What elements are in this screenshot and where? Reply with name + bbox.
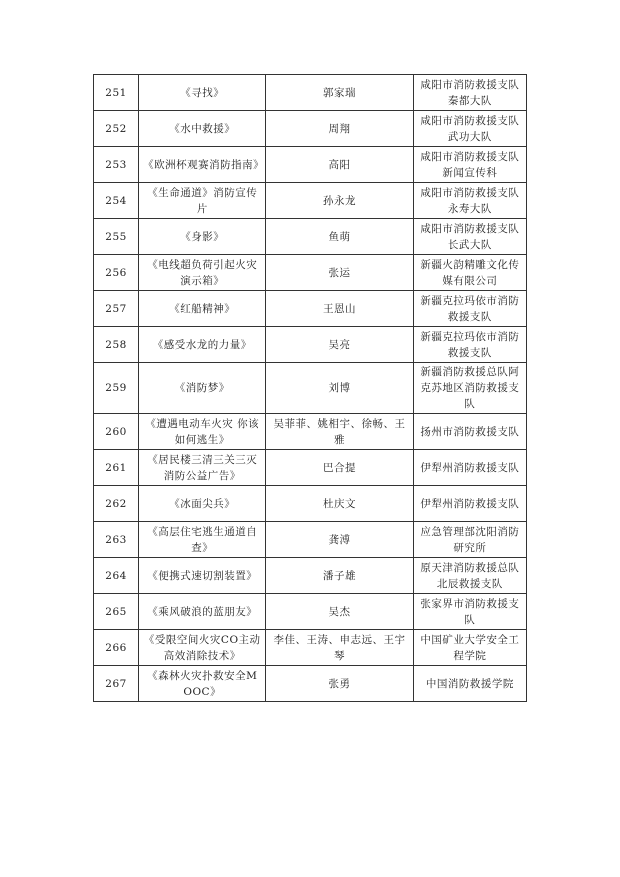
table-row [94,450,527,486]
row-number: 260 [94,414,139,450]
row-number: 256 [94,255,139,291]
row-number: 264 [94,558,139,594]
row-number: 251 [94,75,139,111]
author-name: 孙永龙 [266,183,413,219]
table-row [94,75,527,111]
unit-name: 伊犁州消防救援支队 [413,486,526,522]
work-title: 《电线超负荷引起火灾演示箱》 [139,255,266,291]
table-row [94,183,527,219]
unit-name: 原天津消防救援总队北辰救援支队 [413,558,526,594]
row-number: 267 [94,666,139,702]
author-name: 周翔 [266,111,413,147]
row-number: 265 [94,594,139,630]
row-number: 262 [94,486,139,522]
author-name: 龚溥 [266,522,413,558]
work-title: 《冰面尖兵》 [139,486,266,522]
row-number: 255 [94,219,139,255]
table-row [94,363,527,414]
unit-name: 新疆克拉玛依市消防救援支队 [413,291,526,327]
table-row [94,558,527,594]
work-title: 《乘风破浪的蓝朋友》 [139,594,266,630]
author-name: 郭家瑞 [266,75,413,111]
table-row [94,486,527,522]
unit-name: 咸阳市消防救援支队永寿大队 [413,183,526,219]
unit-name: 中国矿业大学安全工程学院 [413,630,526,666]
unit-name: 新疆克拉玛依市消防救援支队 [413,327,526,363]
author-name: 张勇 [266,666,413,702]
table-row [94,255,527,291]
unit-name: 咸阳市消防救援支队武功大队 [413,111,526,147]
row-number: 257 [94,291,139,327]
table-row [94,522,527,558]
row-number: 261 [94,450,139,486]
table-row [94,147,527,183]
work-title: 《受限空间火灾CO主动高效消除技术》 [139,630,266,666]
work-title: 《居民楼三清三关三灭消防公益广告》 [139,450,266,486]
table-row [94,219,527,255]
work-title: 《感受水龙的力量》 [139,327,266,363]
row-number: 253 [94,147,139,183]
work-title: 《高层住宅逃生通道自查》 [139,522,266,558]
author-name: 巴合提 [266,450,413,486]
unit-name: 伊犁州消防救援支队 [413,450,526,486]
award-list-table [93,74,527,702]
author-name: 鱼萌 [266,219,413,255]
author-name: 李佳、王涛、申志远、王宇琴 [266,630,413,666]
author-name: 杜庆文 [266,486,413,522]
table-row [94,291,527,327]
row-number: 254 [94,183,139,219]
work-title: 《身影》 [139,219,266,255]
unit-name: 新疆火韵精雕文化传媒有限公司 [413,255,526,291]
unit-name: 应急管理部沈阳消防研究所 [413,522,526,558]
table-row [94,630,527,666]
row-number: 266 [94,630,139,666]
author-name: 潘子雄 [266,558,413,594]
work-title: 《欧洲杯观赛消防指南》 [139,147,266,183]
table-row [94,414,527,450]
author-name: 吴菲菲、姚相宇、徐畅、王雅 [266,414,413,450]
author-name: 王恩山 [266,291,413,327]
work-title: 《便携式速切割装置》 [139,558,266,594]
author-name: 吴亮 [266,327,413,363]
unit-name: 扬州市消防救援支队 [413,414,526,450]
unit-name: 咸阳市消防救援支队新闻宣传科 [413,147,526,183]
document-page [93,74,527,702]
work-title: 《生命通道》消防宣传片 [139,183,266,219]
author-name: 高阳 [266,147,413,183]
work-title: 《森林火灾扑救安全MOOC》 [139,666,266,702]
unit-name: 新疆消防救援总队阿克苏地区消防救援支队 [413,363,526,414]
unit-name: 张家界市消防救援支队 [413,594,526,630]
unit-name: 咸阳市消防救援支队长武大队 [413,219,526,255]
table-row [94,327,527,363]
unit-name: 咸阳市消防救援支队秦都大队 [413,75,526,111]
work-title: 《寻找》 [139,75,266,111]
work-title: 《遭遇电动车火灾 你该如何逃生》 [139,414,266,450]
table-row [94,111,527,147]
work-title: 《消防梦》 [139,363,266,414]
work-title: 《水中救援》 [139,111,266,147]
table-row [94,594,527,630]
row-number: 259 [94,363,139,414]
author-name: 张运 [266,255,413,291]
unit-name: 中国消防救援学院 [413,666,526,702]
author-name: 刘博 [266,363,413,414]
work-title: 《红船精神》 [139,291,266,327]
row-number: 258 [94,327,139,363]
row-number: 263 [94,522,139,558]
author-name: 吴杰 [266,594,413,630]
table-row [94,666,527,702]
row-number: 252 [94,111,139,147]
